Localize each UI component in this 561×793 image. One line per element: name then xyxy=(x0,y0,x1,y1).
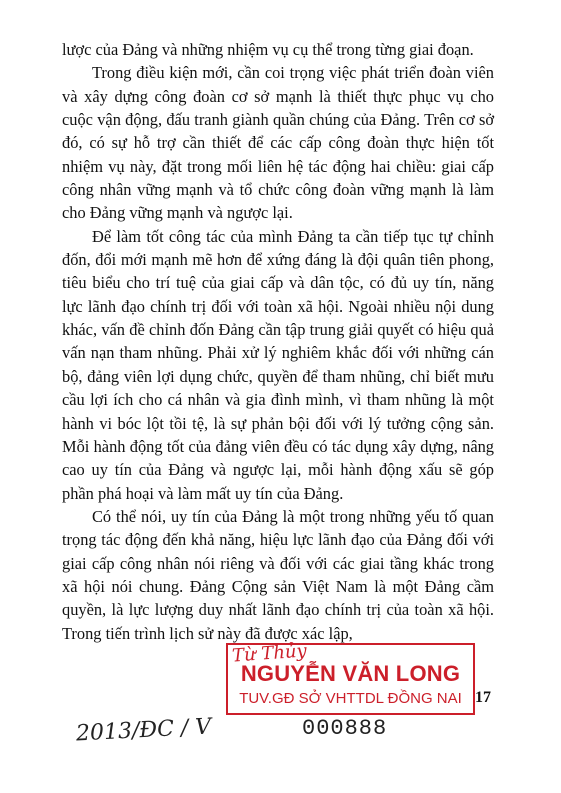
paragraph-1: lược của Đảng và những nhiệm vụ cụ thể trong từng giai đoạn. xyxy=(62,40,474,59)
paragraph-2: Trong điều kiện mới, cần coi trọng việc phát triển đoàn viên và xây dựng công đoàn cơ sở mạnh là thiết thực phục vụ cho cuộc vận động, đấu tranh giành quần chúng của Đảng. Trên cơ sở đó, có sự hỗ trợ cần thiết để các cấp công đoàn thực hiện tốt nhiệm vụ này, đặt trong mối liên hệ tác động hai chiều: giai cấp công nhân vững mạnh và tổ chức công đoàn vững mạnh là làm cho Đảng vững mạnh và ngược lại. xyxy=(62,63,494,223)
paragraph-3: Để làm tốt công tác của mình Đảng ta cần tiếp tục tự chỉnh đốn, đổi mới mạnh mẽ hơn để xứng đáng là đội quân tiên phong, tiêu biểu cho trí tuệ của giai cấp và dân tộc, có đủ uy tín, năng lực lãnh đạo chính trị đối với toàn xã hội. Ngoài nhiều nội dung khác, vấn đề chỉnh đốn Đảng cần tập trung giải quyết có hiệu quả vấn nạn tham nhũng. Phải xử lý nghiêm khắc đối với những cán bộ, đảng viên lợi dụng chức, quyền để tham nhũng, chỉ biết mưu cầu lợi ích cho cá nhân và gia đình mình, vì tham nhũng là một hành vi bóc lột tồi tệ, là sự phản bội đối với lý tưởng cộng sản. Mỗi hành động tốt của đảng viên đều có tác dụng xây dựng, nâng cao uy tín của Đảng và ngược lại, mỗi hành động xấu sẽ góp phần phá hoại và làm mất uy tín của Đảng. xyxy=(62,226,494,503)
stamp-office: TUV.GĐ SỞ VHTTDL ĐỒNG NAI xyxy=(239,690,462,707)
handwritten-note: 2013/ĐC / V xyxy=(75,714,212,747)
inventory-number: 000888 xyxy=(302,716,388,741)
stamp-role: Từ Thủy xyxy=(231,640,308,667)
official-stamp xyxy=(226,640,475,715)
paragraph-4: Có thể nói, uy tín của Đảng là một trong những yếu tố quan trọng tác động đến khả năng, hiệu lực lãnh đạo của Đảng đối với giai cấp công nhân nói riêng và đối với các giai tầng khác trong xã hội nói chung. Đảng Cộng sản Việt Nam là một Đảng cầm quyền, là lực lượng duy nhất lãnh đạo chính trị của toàn xã hội. Trong tiến trình lịch sử này đã được xác lập, xyxy=(62,506,494,643)
stamp-name: NGUYỄN VĂN LONG xyxy=(240,661,461,686)
page-number: 17 xyxy=(475,689,491,706)
body-text xyxy=(62,38,494,645)
